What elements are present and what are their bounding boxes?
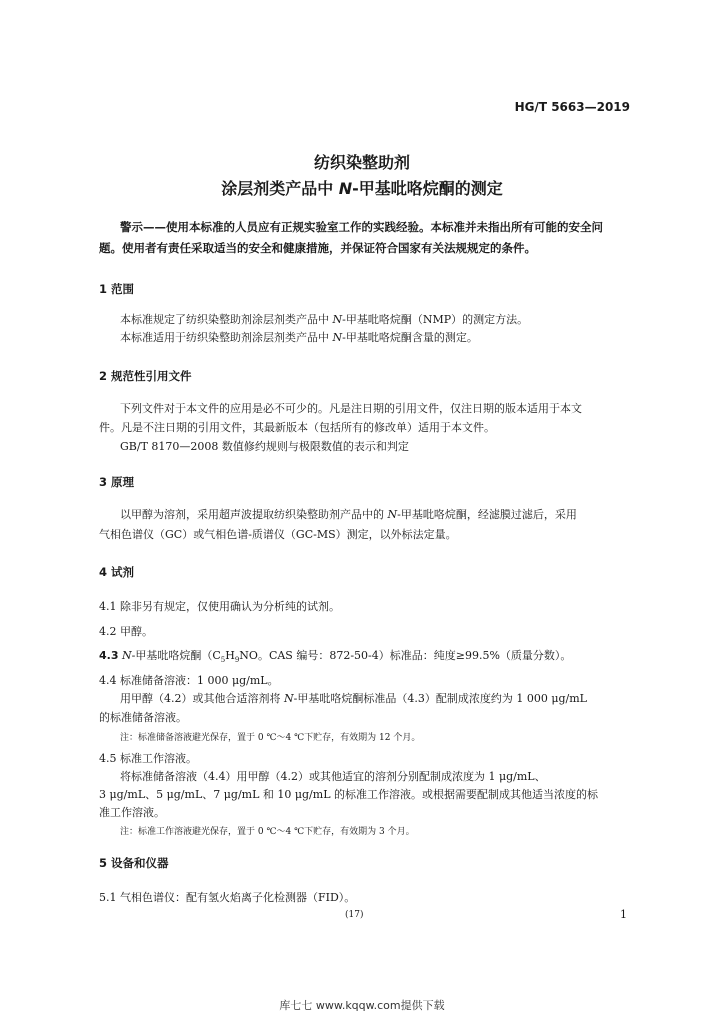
clause-4-4-para-2: 的标准储备溶液。: [99, 711, 187, 724]
clause-4-4-note: 注：标准储备溶液避光保存，置于 0 ℃～4 ℃下贮存，有效期为 12 个月。: [120, 733, 421, 743]
standard-number: HG/T 5663—2019: [514, 100, 630, 114]
section-5-heading: 5 设备和仪器: [99, 856, 169, 870]
section-2-para-2: 件。凡是不注日期的引用文件，其最新版本（包括所有的修改单）适用于本文件。: [99, 421, 495, 434]
clause-4-4: 4.4 标准储备溶液：1 000 μg/mL。: [99, 674, 279, 687]
section-1-para-1: 本标准规定了纺织染整助剂涂层剂类产品中 N-甲基吡咯烷酮（NMP）的测定方法。: [120, 313, 529, 326]
section-2-para-1: 下列文件对于本文件的应用是必不可少的。凡是注日期的引用文件，仅注日期的版本适用于本文: [120, 402, 582, 415]
clause-4-3: 4.3 N-甲基吡咯烷酮（$C_5H_9NO$。CAS 编号：872-50-4）标准品：纯度≥99.5%（质量分数）。: [99, 649, 572, 665]
clause-4-1: 4.1 除非另有规定，仅使用确认为分析纯的试剂。: [99, 600, 340, 613]
section-1-para-2: 本标准适用于纺织染整助剂涂层剂类产品中 N-甲基吡咯烷酮含量的测定。: [120, 331, 478, 344]
section-2-reference: GB/T 8170—2008 数值修约规则与极限数值的表示和判定: [120, 440, 409, 453]
clause-4-5: 4.5 标准工作溶液。: [99, 752, 197, 765]
warning-line-1: 警示——使用本标准的人员应有正规实验室工作的实践经验。本标准并未指出所有可能的安全问: [120, 220, 603, 234]
section-3-heading: 3 原理: [99, 475, 135, 489]
section-3-para-1: 以甲醇为溶剂，采用超声波提取纺织染整助剂产品中的 N-甲基吡咯烷酮，经滤膜过滤后，采用: [120, 508, 577, 521]
clause-4-5-note: 注：标准工作溶液避光保存，置于 0 ℃～4 ℃下贮存，有效期为 3 个月。: [120, 827, 415, 837]
clause-4-5-para-3: 准工作溶液。: [99, 806, 165, 819]
download-watermark: 库七七 www.kqqw.com提供下载: [279, 999, 445, 1012]
clause-4-5-para-2: 3 μg/mL、5 μg/mL、7 μg/mL 和 10 μg/mL 的标准工作溶液。或根据需要配制成其他适当浓度的标: [99, 788, 598, 801]
section-2-heading: 2 规范性引用文件: [99, 369, 192, 383]
page-number: 1: [620, 908, 627, 921]
title-line-2: 涂层剂类产品中 N-甲基吡咯烷酮的测定: [221, 179, 503, 198]
clause-4-2: 4.2 甲醇。: [99, 625, 153, 638]
section-4-heading: 4 试剂: [99, 565, 135, 579]
footer-code: (17): [345, 910, 364, 920]
warning-line-2: 题。使用者有责任采取适当的安全和健康措施，并保证符合国家有关法规规定的条件。: [99, 241, 536, 255]
clause-4-5-para-1: 将标准储备溶液（4.4）用甲醇（4.2）或其他适宜的溶剂分别配制成浓度为 1 μg/mL、: [120, 770, 546, 783]
section-1-heading: 1 范围: [99, 282, 135, 296]
section-3-para-2: 气相色谱仪（GC）或气相色谱-质谱仪（GC-MS）测定，以外标法定量。: [99, 528, 457, 541]
title-line-1: 纺织染整助剂: [313, 153, 410, 172]
clause-4-4-para-1: 用甲醇（4.2）或其他合适溶剂将 N-甲基吡咯烷酮标准品（4.3）配制成浓度约为 1 000 μg/mL: [120, 692, 587, 705]
clause-5-1: 5.1 气相色谱仪：配有氢火焰离子化检测器（FID）。: [99, 891, 356, 904]
